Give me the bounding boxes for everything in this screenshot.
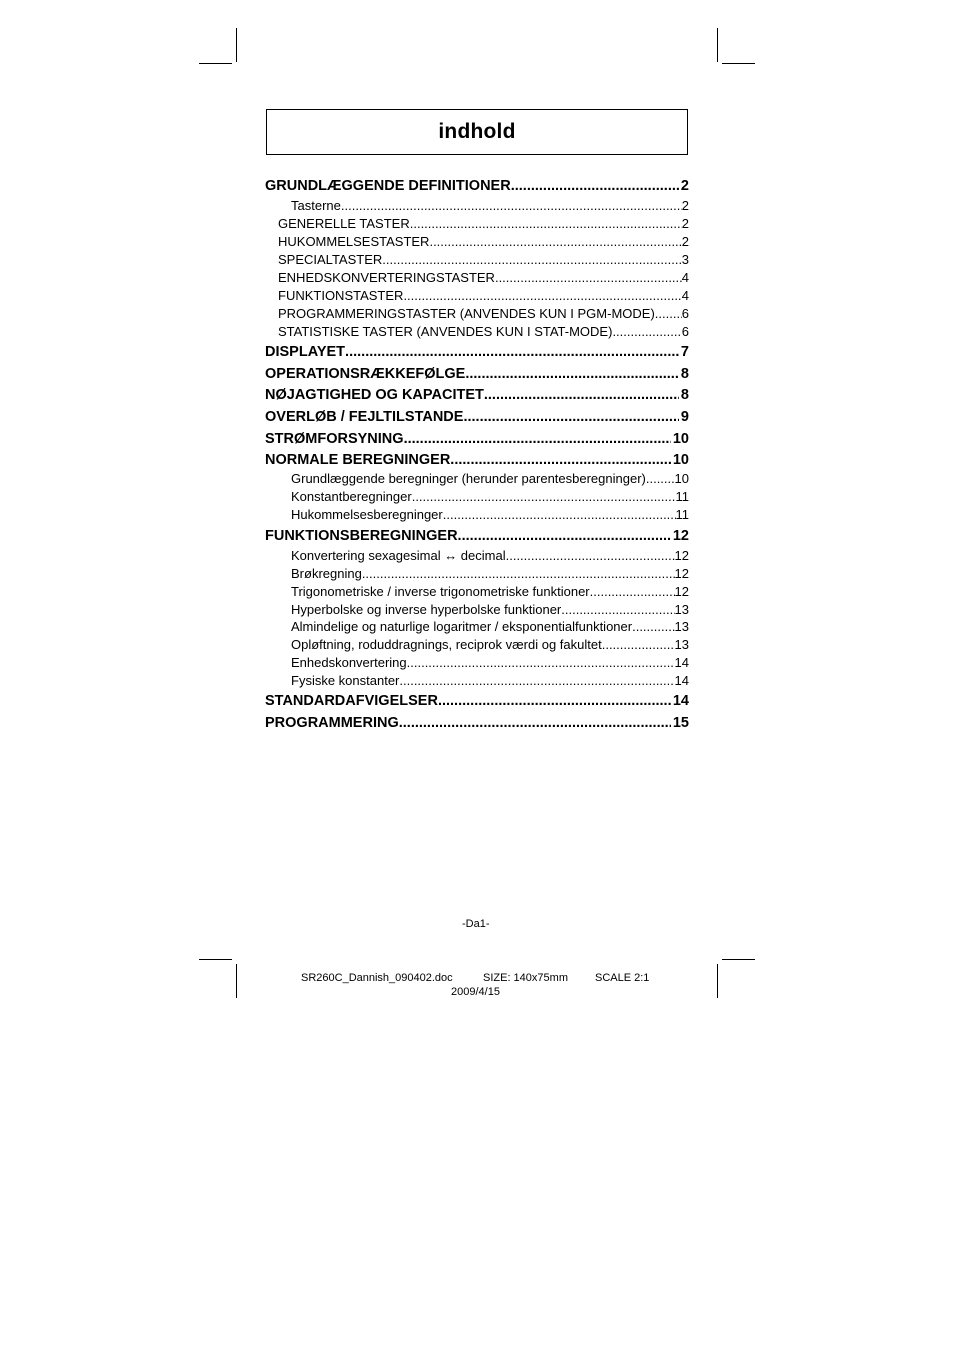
crop-mark-top-right-horizontal	[722, 63, 755, 64]
footer-size: SIZE: 140x75mm	[483, 972, 568, 984]
toc-entry-label: ENHEDSKONVERTERINGSTASTER	[278, 270, 495, 285]
page-number: -Da1-	[462, 918, 490, 930]
toc-dot-leader	[404, 431, 671, 447]
toc-entry-label: Tasterne	[291, 198, 341, 213]
toc-entry-label: Almindelige og naturlige logaritmer / eksponentialfunktioner	[291, 619, 633, 634]
toc-dot-leader	[465, 366, 679, 382]
toc-entry-label: STANDARDAFVIGELSER	[265, 693, 438, 709]
toc-dot-leader	[612, 324, 681, 339]
toc-dot-leader	[463, 409, 678, 425]
toc-entry[interactable]	[291, 566, 689, 584]
toc-entry[interactable]	[291, 584, 689, 602]
toc-entry[interactable]	[278, 324, 689, 342]
toc-entry[interactable]	[278, 270, 689, 288]
toc-entry-label: FUNKTIONSBEREGNINGER	[265, 528, 458, 544]
toc-entry[interactable]	[291, 619, 689, 637]
toc-entry-label: OVERLØB / FEJLTILSTANDE	[265, 409, 464, 425]
toc-entry[interactable]	[265, 366, 689, 386]
toc-entry[interactable]	[265, 452, 689, 472]
toc-entry-page: 13	[674, 637, 689, 652]
page-title: indhold	[438, 120, 516, 143]
toc-entry-label: Enhedskonvertering	[291, 655, 407, 670]
toc-entry[interactable]	[278, 306, 689, 324]
toc-entry[interactable]	[265, 693, 689, 713]
toc-entry-page: 8	[680, 387, 689, 403]
toc-entry-page: 13	[674, 619, 689, 634]
footer-scale: SCALE 2:1	[595, 972, 650, 984]
toc-dot-leader	[590, 584, 675, 599]
toc-dot-leader	[341, 198, 682, 213]
toc-dot-leader	[511, 178, 679, 194]
toc-entry[interactable]	[278, 288, 689, 306]
toc-dot-leader	[362, 566, 675, 581]
toc-entry[interactable]	[278, 216, 689, 234]
toc-entry[interactable]	[265, 178, 689, 198]
toc-entry-label: Konvertering sexagesimal ↔ decimal	[291, 548, 506, 563]
toc-entry-page: 10	[672, 452, 689, 468]
toc-entry-page: 15	[672, 715, 689, 731]
toc-entry-label: Fysiske konstanter	[291, 673, 400, 688]
toc-entry-label: HUKOMMELSESTASTER	[278, 234, 430, 249]
toc-dot-leader	[399, 673, 674, 688]
crop-mark-bottom-right-vertical	[717, 964, 718, 998]
toc-dot-leader	[506, 548, 675, 563]
toc-entry-page: 4	[681, 270, 689, 285]
toc-entry[interactable]	[278, 252, 689, 270]
toc-entry[interactable]	[278, 234, 689, 252]
toc-entry-label: OPERATIONSRÆKKEFØLGE	[265, 366, 466, 382]
toc-entry-page: 12	[674, 566, 689, 581]
crop-mark-top-left-vertical	[236, 28, 237, 62]
toc-entry-page: 13	[674, 602, 689, 617]
toc-entry-label: NORMALE BEREGNINGER	[265, 452, 451, 468]
toc-entry-page: 11	[675, 489, 689, 504]
toc-dot-leader	[646, 471, 675, 486]
toc-entry-page: 12	[674, 548, 689, 563]
toc-entry[interactable]	[291, 471, 689, 489]
toc-entry-page: 8	[680, 366, 689, 382]
toc-dot-leader	[443, 507, 676, 522]
toc-entry-label: GENERELLE TASTER	[278, 216, 410, 231]
toc-entry-page: 2	[680, 178, 689, 194]
toc-entry-page: 12	[674, 584, 689, 599]
toc-entry-label: Brøkregning	[291, 566, 362, 581]
toc-dot-leader	[561, 602, 674, 617]
footer-filename: SR260C_Dannish_090402.doc	[301, 972, 453, 984]
toc-entry-label: Hyperbolske og inverse hyperbolske funktioner	[291, 602, 562, 617]
crop-mark-top-right-vertical	[717, 28, 718, 62]
toc-entry[interactable]	[265, 344, 689, 364]
toc-entry[interactable]	[291, 507, 689, 525]
toc-entry-label: NØJAGTIGHED OG KAPACITET	[265, 387, 484, 403]
toc-entry-label: PROGRAMMERINGSTASTER (ANVENDES KUN I PGM-MODE)	[278, 306, 655, 321]
toc-dot-leader	[412, 489, 676, 504]
crop-mark-bottom-left-horizontal	[199, 959, 232, 960]
footer-date: 2009/4/15	[451, 986, 500, 998]
toc-entry-label: Konstantberegninger	[291, 489, 412, 504]
toc-entry[interactable]	[265, 715, 689, 735]
toc-entry-label: Trigonometriske / inverse trigonometriske funktioner	[291, 584, 590, 599]
toc-entry-page: 10	[672, 431, 689, 447]
title-box	[266, 109, 688, 155]
toc-dot-leader	[495, 270, 682, 285]
toc-entry-page: 3	[681, 252, 689, 267]
toc-entry[interactable]	[291, 673, 689, 691]
toc-entry-page: 6	[681, 306, 689, 321]
toc-dot-leader	[429, 234, 681, 249]
toc-dot-leader	[345, 344, 679, 360]
toc-entry-page: 14	[674, 673, 689, 688]
toc-entry-page: 4	[681, 288, 689, 303]
toc-entry[interactable]	[291, 489, 689, 507]
toc-entry[interactable]	[291, 602, 689, 620]
toc-entry-label: Opløftning, roduddragnings, reciprok værdi og fakultet	[291, 637, 602, 652]
toc-dot-leader	[399, 715, 671, 731]
toc-entry[interactable]	[265, 431, 689, 451]
toc-entry[interactable]	[265, 528, 689, 548]
toc-entry-label: GRUNDLÆGGENDE DEFINITIONER	[265, 178, 511, 194]
toc-dot-leader	[484, 387, 679, 403]
toc-entry-page: 7	[680, 344, 689, 360]
toc-entry-label: STRØMFORSYNING	[265, 431, 404, 447]
toc-entry-label: DISPLAYET	[265, 344, 346, 360]
crop-mark-bottom-right-horizontal	[722, 959, 755, 960]
toc-dot-leader	[632, 619, 674, 634]
toc-entry-page: 2	[681, 216, 689, 231]
toc-entry[interactable]	[291, 198, 689, 216]
toc-entry-label: STATISTISKE TASTER (ANVENDES KUN I STAT-MODE)	[278, 324, 613, 339]
toc-entry[interactable]	[291, 637, 689, 655]
toc-dot-leader	[602, 637, 675, 652]
toc-entry-page: 2	[681, 234, 689, 249]
toc-dot-leader	[438, 693, 671, 709]
toc-entry-page: 12	[672, 528, 689, 544]
toc-entry-page: 14	[672, 693, 689, 709]
toc-entry-page: 14	[674, 655, 689, 670]
toc-dot-leader	[410, 216, 682, 231]
toc-dot-leader	[403, 288, 681, 303]
toc-entry[interactable]	[291, 548, 689, 566]
toc-dot-leader	[655, 306, 682, 321]
toc-entry-page: 2	[681, 198, 689, 213]
toc-entry-label: SPECIALTASTER	[278, 252, 383, 267]
toc-entry[interactable]	[265, 409, 689, 429]
toc-entry-page: 9	[680, 409, 689, 425]
toc-entry[interactable]	[291, 655, 689, 673]
toc-dot-leader	[407, 655, 675, 670]
toc-entry-label: Hukommelsesberegninger	[291, 507, 443, 522]
toc-entry-label: Grundlæggende beregninger (herunder parentesberegninger)	[291, 471, 646, 486]
toc-entry-label: FUNKTIONSTASTER	[278, 288, 404, 303]
crop-mark-bottom-left-vertical	[236, 964, 237, 998]
toc-dot-leader	[450, 452, 671, 468]
toc-entry-page: 6	[681, 324, 689, 339]
toc-entry[interactable]	[265, 387, 689, 407]
toc-dot-leader	[382, 252, 681, 267]
toc-entry-page: 11	[675, 507, 689, 522]
crop-mark-top-left-horizontal	[199, 63, 232, 64]
toc-entry-label: PROGRAMMERING	[265, 715, 399, 731]
toc-dot-leader	[458, 528, 671, 544]
toc-entry-page: 10	[674, 471, 689, 486]
